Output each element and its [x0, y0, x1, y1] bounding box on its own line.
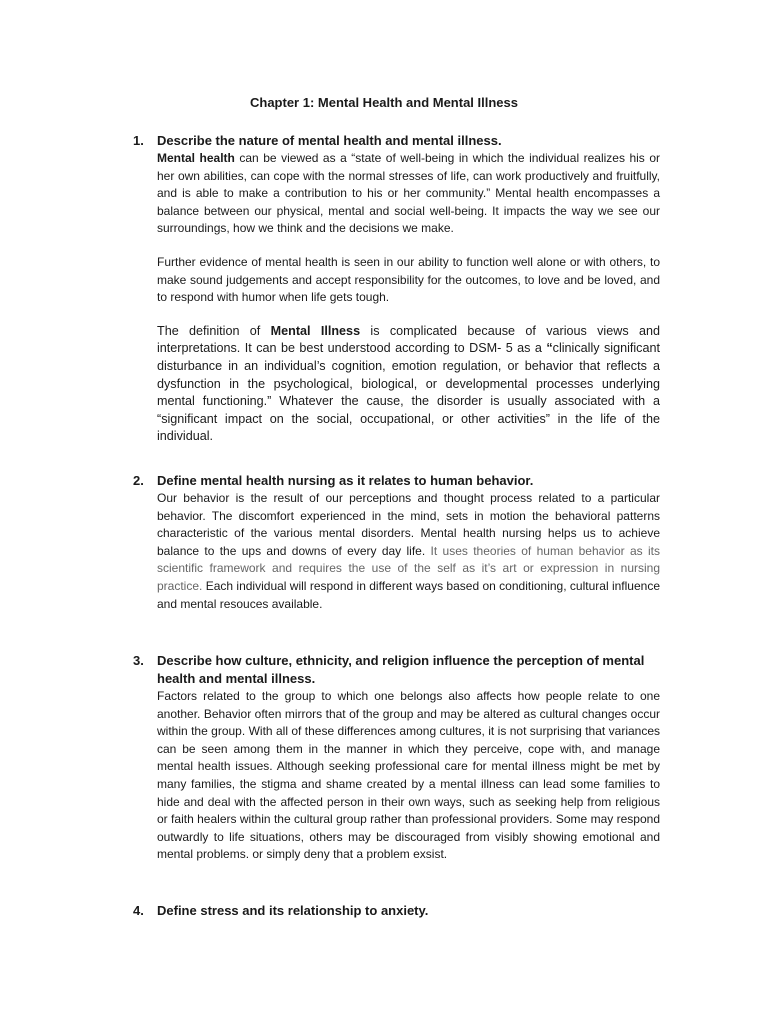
paragraph-text: can be viewed as a “state of well-being in which the individual realizes his or her own abilities, can cope with the normal stresses of life, can work productively and fruitfully, and is able to make a contribution to his or her community.” Mental health encompasses a balance between our physical, mental and social well-being. It impacts the way we see our surroundings, how we think and the decisions we make.	[157, 151, 660, 236]
question-3-heading	[133, 652, 660, 688]
question-1-answer	[133, 150, 660, 446]
paragraph-text: The definition of	[157, 323, 271, 338]
paragraph-nursing	[157, 490, 660, 613]
paragraph-mental-illness	[157, 323, 660, 446]
question-2-heading-text: Define mental health nursing as it relates to human behavior.	[157, 473, 534, 488]
paragraph-evidence: Further evidence of mental health is seen in our ability to function well alone or with others, to make sound judgements and accept responsibility for the outcomes, to love and be loved, and to respond with humor when life gets tough.	[157, 254, 660, 305]
paragraph-text: Each individual will respond in different ways based on conditioning, cultural influence and mental resouces available.	[157, 578, 660, 611]
question-3-heading-text: Describe how culture, ethnicity, and religion influence the perception of mental health and mental illness.	[157, 653, 645, 686]
term-mental-illness: Mental Illness	[270, 323, 361, 338]
question-2-number: 2.	[133, 473, 144, 488]
paragraph-culture: Factors related to the group to which one belongs also affects how people relate to one another. Behavior often mirrors that of the group and may be altered as cultural changes occur within the group. With all of these differences among cultures, it is not surprising that variances can be seen among them in the manner in which they perceive, cope with, and manage mental health issues. Although seeking professional care for mental illness might be met by many families, the stigma and shame created by a mental illness can lead some families to hide and deal with the affected person in their own ways, such as seeking help from religious or faith healers within the cultural group rather than professional providers. Some may respond outwardly to life situations, others may be discouraged from visibly showing emotional and mental problems. or simply deny that a problem exsist.	[157, 689, 660, 862]
question-1	[133, 132, 660, 446]
question-3	[133, 652, 660, 864]
paragraph-text: is complicated because of various views and interpretations. It can be best understood according to DSM- 5 as a	[157, 323, 660, 356]
question-2-answer	[133, 490, 660, 613]
paragraph-text: Our behavior is the result of our perceptions and thought process related to a particular behavior. The discomfort experienced in the mind, sets in motion the behavioral patterns characteristic of the various mental disorders. Mental health nursing helps us to achieve balance to the ups and downs of every day life.	[157, 491, 660, 558]
paragraph-text: clinically significant disturbance in an individual’s cognition, emotion regulation, or behavior that reflects a dysfunction in the psychological, biological, or developmental processes underlying mental functioning.” Whatever the cause, the disorder is usually associated with a “significant impact on the social, occupational, or other activities” in the life of the individual.	[157, 341, 660, 444]
question-3-answer	[133, 688, 660, 864]
open-quote: “	[546, 341, 553, 356]
question-4-heading	[133, 902, 660, 920]
chapter-title: Chapter 1: Mental Health and Mental Illness	[250, 95, 518, 110]
question-2-heading	[133, 472, 660, 490]
question-4	[133, 902, 660, 920]
paragraph-mental-health	[157, 150, 660, 238]
term-mental-health: Mental health	[157, 151, 235, 165]
question-1-heading-text: Describe the nature of mental health and mental illness.	[157, 133, 502, 148]
question-2	[133, 472, 660, 613]
paragraph-text-gray: It uses theories of human behavior as its scientific framework and requires the use of the self as it’s art or expression in nursing practice.	[157, 543, 660, 593]
question-4-number: 4.	[133, 903, 144, 918]
question-1-number: 1.	[133, 133, 144, 148]
question-3-number: 3.	[133, 653, 144, 668]
question-1-heading	[133, 132, 660, 150]
question-4-heading-text: Define stress and its relationship to anxiety.	[157, 903, 429, 918]
